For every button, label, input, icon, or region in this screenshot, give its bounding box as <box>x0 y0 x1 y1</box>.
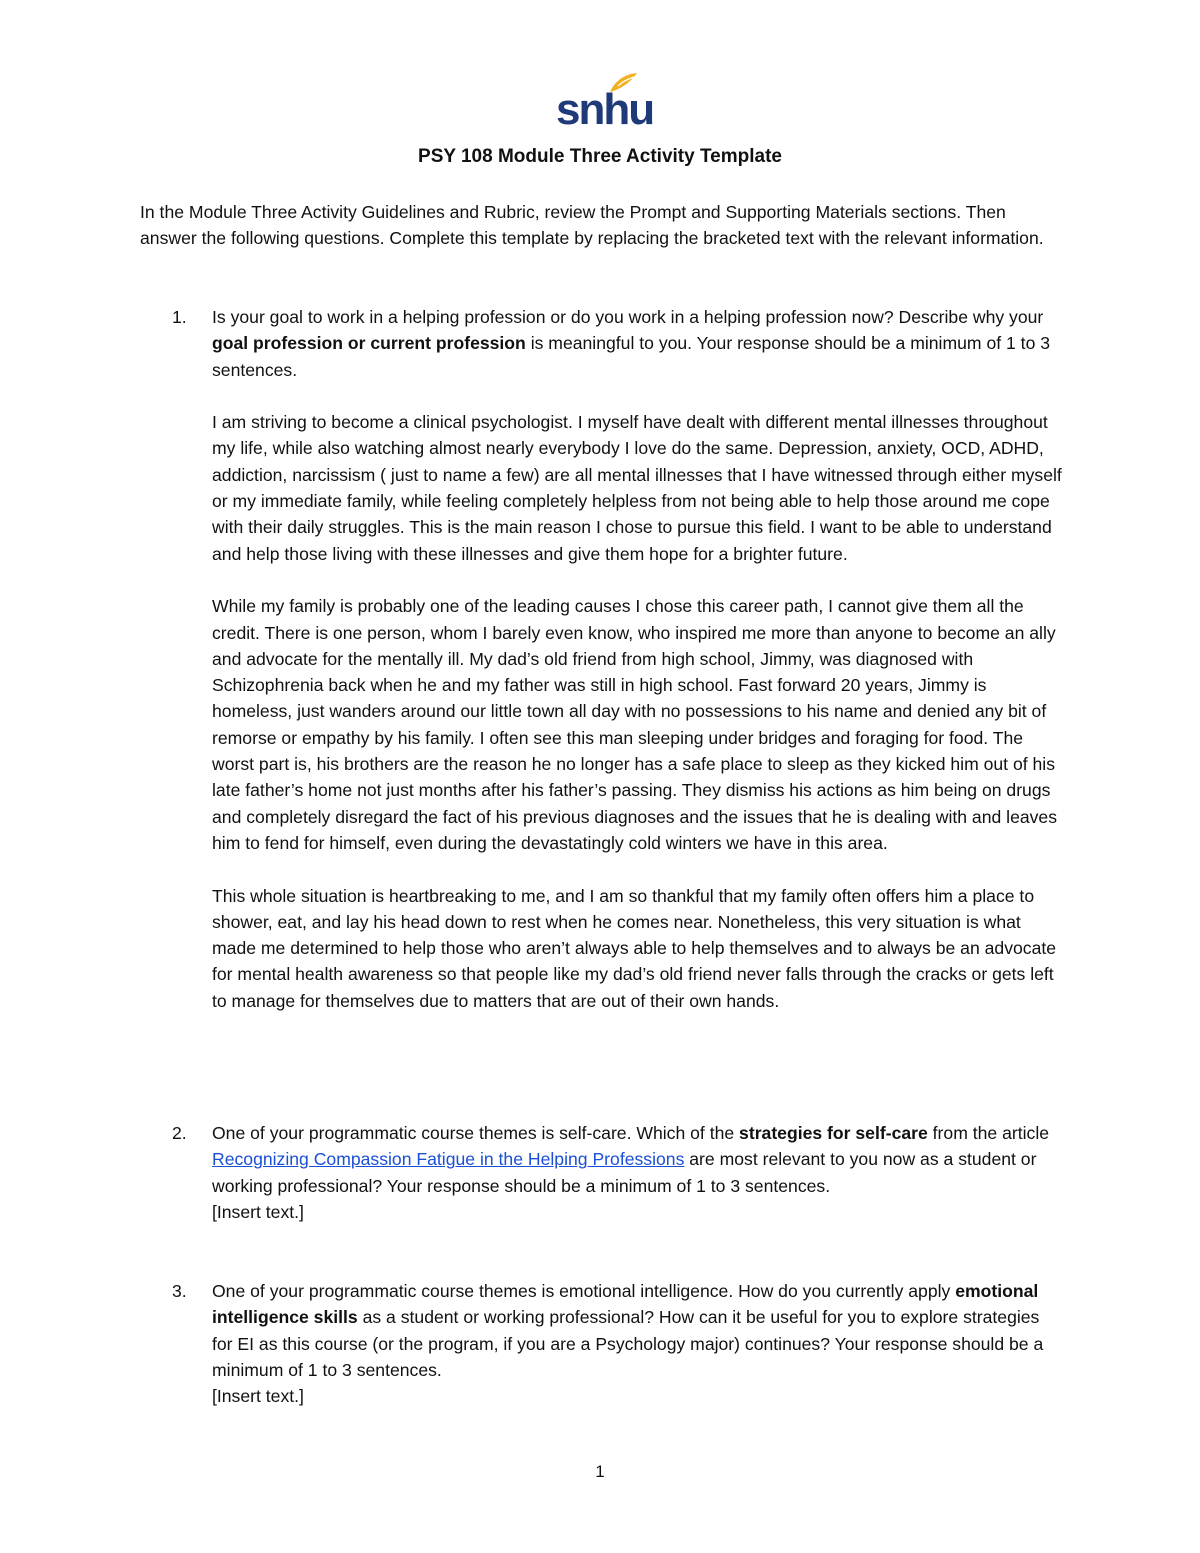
question-2-prompt-text: One of your programmatic course themes is self-care. Which of the <box>212 1123 740 1143</box>
question-3-prompt-text: One of your programmatic course themes is emotional intelligence. How do you currently apply <box>212 1281 956 1301</box>
question-1-prompt-text: Is your goal to work in a helping profession or do you work in a helping profession now? Describe why your <box>212 307 1044 327</box>
question-2-prompt <box>212 1120 1062 1199</box>
question-2-number: 2. <box>172 1123 187 1143</box>
page-number: 1 <box>595 1462 605 1481</box>
question-1-number: 1. <box>172 307 187 327</box>
question-3-answer: [Insert text.] <box>212 1386 304 1407</box>
question-1-prompt-emphasis: goal profession or current profession <box>212 333 526 354</box>
question-2-answer: [Insert text.] <box>212 1201 304 1222</box>
answer-paragraph-1: I am striving to become a clinical psychologist. I myself have dealt with different mental illnesses throughout my life, while also watching almost nearly everybody I love do the same. Depression, anxiety, OCD, ADHD, addiction, narcissism ( just to name a few) are all mental illnesses that I have witnessed through either myself or my immediate family, while feeling completely helpless from not being able to help those around me cope with their daily struggles. This is the main reason I chose to pursue this field. I want to be able to understand and help those living with these illnesses and give them hope for a brighter future. <box>212 412 1062 564</box>
question-1-prompt <box>212 304 1062 383</box>
question-3-prompt-text-end: as a student or working professional? How can it be useful for you to explore strategies for EI as this course (or the program, if you are a Psychology major) continues? Your response should be a minimum of 1 to 3 sentences. <box>212 1307 1044 1380</box>
question-1-prompt-text-end: is meaningful to you. Your response should be a minimum of 1 to 3 sentences. <box>212 333 1051 380</box>
intro-paragraph: In the Module Three Activity Guidelines and Rubric, review the Prompt and Supporting Materials sections. Then answer the following questions. Complete this template by replacing the bracketed text with the relevant information. <box>140 202 1044 249</box>
snhu-logo <box>552 72 654 134</box>
question-2-prompt-text-mid: from the article <box>927 1123 1050 1143</box>
answer-paragraph-3: This whole situation is heartbreaking to me, and I am so thankful that my family often offers him a place to shower, eat, and lay his head down to rest when he comes near. Nonetheless, this very situation is what made me determined to help those who aren’t always able to help themselves and to always be an advocate for mental health awareness so that people like my dad’s old friend never falls through the cracks or gets left to manage for themselves due to matters that are out of their own hands. <box>212 885 1057 1011</box>
question-3-prompt <box>212 1278 1062 1383</box>
question-1-body <box>212 304 1062 1014</box>
question-2-body <box>212 1120 1062 1225</box>
question-3-prompt-emphasis: emotional intelligence skills <box>212 1281 1039 1328</box>
question-3-body <box>212 1278 1062 1409</box>
page-title: PSY 108 Module Three Activity Template <box>418 146 782 167</box>
question-2-prompt-text-end: are most relevant to you now as a student or working professional? Your response should be a minimum of 1 to 3 sentences. <box>212 1149 1037 1196</box>
logo-wordmark: snhu <box>556 85 654 134</box>
article-link[interactable]: Recognizing Compassion Fatigue in the Helping Professions <box>212 1149 685 1170</box>
question-3-number: 3. <box>172 1281 187 1301</box>
answer-paragraph-2: While my family is probably one of the leading causes I chose this career path, I cannot give them all the credit. There is one person, whom I barely even know, who inspired me more than anyone to become an ally and advocate for the mentally ill. My dad’s old friend from high school, Jimmy, was diagnosed with Schizophrenia back when he and my father was still in high school. Fast forward 20 years, Jimmy is homeless, just wanders around our little town all day with no possessions to his name and denied any bit of remorse or empathy by his family. I often see this man sleeping under bridges and foraging for food. The worst part is, his brothers are the reason he no longer has a safe place to sleep as they kicked him out of his late father’s home not just months after his father’s passing. They dismiss his actions as him being on drugs and completely disregard the fact of his previous diagnoses and the issues that he is dealing with and leaves him to fend for himself, even during the devastatingly cold winters we have in this area. <box>212 596 1058 853</box>
question-2-prompt-emphasis: strategies for self-care <box>739 1123 928 1143</box>
